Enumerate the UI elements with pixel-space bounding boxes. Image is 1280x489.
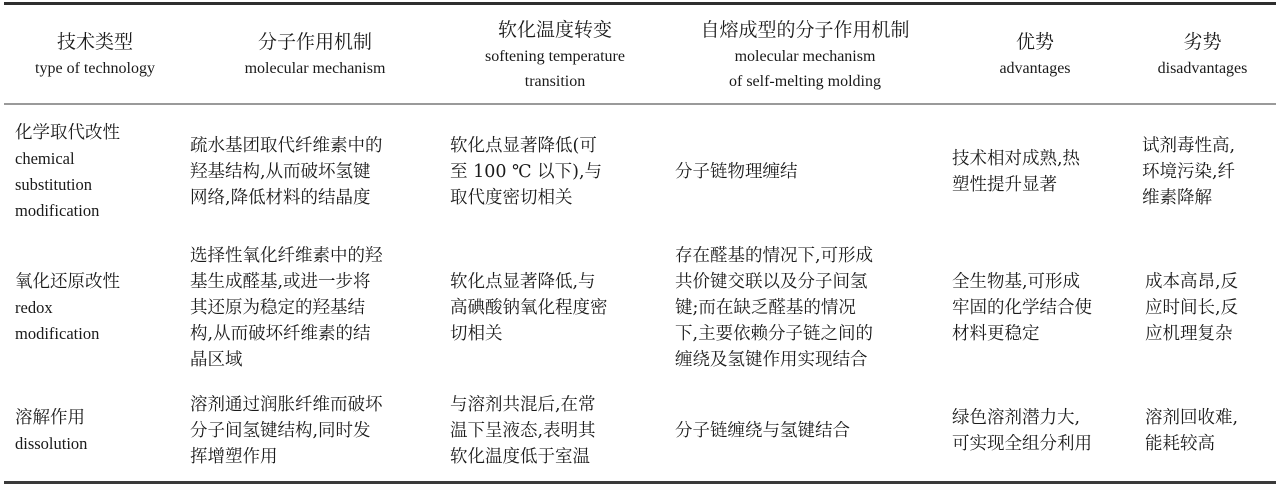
cell-text: 应时间长,反	[1145, 297, 1239, 318]
cell-text: 能耗较高	[1145, 434, 1215, 454]
cell-text: 成本高昂,反	[1145, 271, 1239, 292]
header-en: advantages	[999, 60, 1071, 77]
cell-mechanism	[190, 116, 383, 228]
header-molecular-mechanism	[185, 5, 445, 105]
cell-text: 与溶剂共混后,在常	[450, 395, 596, 415]
cell-text: 应机理复杂	[1145, 323, 1233, 344]
header-zh: 技术类型	[56, 31, 133, 53]
header-en: disadvantages	[1157, 60, 1248, 77]
cell-text: 温下呈液态,表明其	[450, 421, 596, 441]
cell-technology-type	[15, 240, 120, 375]
cell-text: 氧化还原改性	[15, 271, 120, 292]
cell-text: dissolution	[15, 434, 88, 453]
header-en: molecular mechanism	[244, 60, 386, 77]
cell-text: 可实现全组分利用	[952, 434, 1092, 454]
header-advantages	[945, 5, 1125, 105]
header-softening-temperature	[450, 5, 660, 105]
cell-text: 其还原为稳定的羟基结	[190, 297, 365, 318]
cell-text: 绿色溶剂潜力大,	[952, 408, 1081, 428]
header-en: transition	[524, 72, 586, 90]
cell-technology-type	[15, 116, 120, 228]
cell-technology-type	[15, 388, 87, 474]
cell-advantages	[952, 116, 1080, 228]
cell-text: 高碘酸钠氧化程度密	[450, 297, 608, 318]
cell-advantages	[952, 240, 1092, 375]
header-zh: 优势	[1015, 31, 1054, 53]
cell-text: 软化点显著降低,与	[450, 271, 596, 292]
cell-softening	[450, 116, 602, 228]
header-en: type of technology	[35, 60, 155, 77]
cell-text: 溶解作用	[15, 408, 85, 428]
cell-text: 溶剂回收难,	[1145, 408, 1239, 428]
cell-text: 维素降解	[1142, 188, 1212, 208]
cell-text: 共价键交联以及分子间氢	[675, 271, 868, 292]
header-type-of-technology	[10, 5, 180, 105]
header-self-melting-mechanism	[665, 5, 945, 105]
cell-text: 软化点显著降低(可	[450, 136, 597, 156]
cell-text: 材料更稳定	[952, 323, 1040, 344]
cell-text: 疏水基团取代纤维素中的	[190, 136, 383, 156]
cell-self-melting	[675, 388, 850, 474]
cell-text: 分子间氢键结构,同时发	[190, 421, 371, 441]
cell-text: 网络,降低材料的结晶度	[190, 188, 371, 208]
cell-text: 挥增塑作用	[190, 447, 278, 467]
cell-text: 至 100 ℃ 以下),与	[450, 162, 603, 182]
cell-text: 溶剂通过润胀纤维而破坏	[190, 395, 383, 415]
cell-text: 基生成醛基,或进一步将	[190, 271, 371, 292]
cell-text: 羟基结构,从而破坏氢键	[190, 162, 371, 182]
cell-text: 存在醛基的情况下,可形成	[675, 245, 874, 266]
cell-self-melting	[675, 116, 798, 228]
cell-text: 分子链缠绕与氢键结合	[675, 421, 850, 441]
cell-text: modification	[15, 201, 100, 220]
header-en: of self-melting molding	[729, 72, 881, 90]
cell-text: 晶区域	[190, 349, 243, 370]
cell-advantages	[952, 388, 1092, 474]
cell-text: 取代度密切相关	[450, 188, 573, 208]
cell-text: 全生物基,可形成	[952, 271, 1081, 292]
header-zh: 软化温度转变	[497, 18, 612, 41]
cell-disadvantages	[1142, 116, 1235, 228]
cell-text: 分子链物理缠结	[675, 162, 798, 182]
header-en: softening temperature	[485, 47, 625, 65]
cell-text: 牢固的化学结合使	[952, 297, 1092, 318]
cell-text: 键;而在缺乏醛基的情况	[675, 297, 856, 318]
cell-text: 试剂毒性高,	[1142, 136, 1236, 156]
cell-text: 化学取代改性	[15, 123, 120, 143]
cell-text: 下,主要依赖分子链之间的	[675, 323, 874, 344]
cell-text: 选择性氧化纤维素中的羟	[190, 245, 383, 266]
bottom-rule	[4, 481, 1276, 484]
header-en: molecular mechanism	[734, 47, 876, 65]
cell-text: 构,从而破坏纤维素的结	[190, 323, 371, 344]
cell-text: 切相关	[450, 323, 503, 344]
cell-disadvantages	[1145, 240, 1238, 375]
header-disadvantages	[1130, 5, 1275, 105]
cell-softening	[450, 240, 608, 375]
cell-text: substitution	[15, 175, 93, 194]
cell-text: 软化温度低于室温	[450, 447, 590, 467]
cell-disadvantages	[1145, 388, 1238, 474]
cell-text: redox	[15, 297, 53, 317]
header-zh: 自熔成型的分子作用机制	[700, 18, 910, 41]
cell-text: chemical	[15, 149, 75, 168]
cell-mechanism	[190, 388, 383, 474]
cell-text: modification	[15, 323, 100, 343]
header-zh: 分子作用机制	[257, 31, 372, 53]
cell-text: 环境污染,纤	[1142, 162, 1236, 182]
cell-mechanism	[190, 240, 383, 375]
cell-text: 技术相对成熟,热	[952, 149, 1081, 169]
cell-text: 塑性提升显著	[952, 175, 1057, 195]
cell-softening	[450, 388, 596, 474]
header-zh: 劣势	[1183, 31, 1222, 53]
cell-text: 缠绕及氢键作用实现结合	[675, 349, 868, 370]
cell-self-melting	[675, 240, 873, 375]
